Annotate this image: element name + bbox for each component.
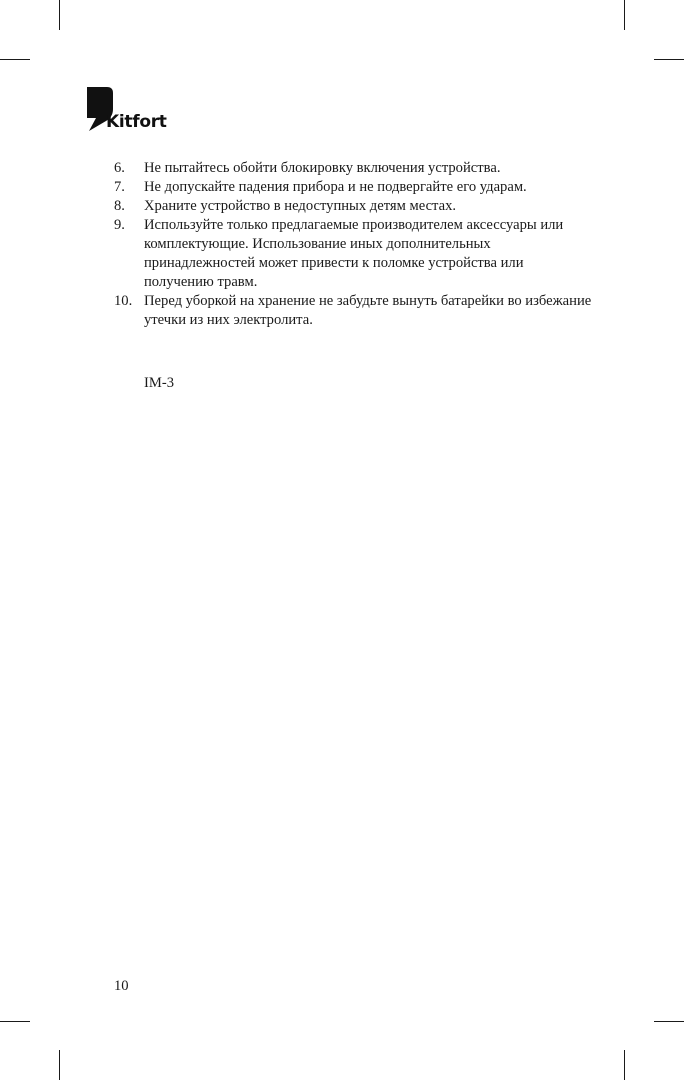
crop-mark-top-left-h xyxy=(0,59,30,60)
list-item xyxy=(114,197,594,216)
crop-mark-top-left xyxy=(59,0,60,30)
list-item-text: Используйте только предлагаемые производителем аксессуары или комплектующие. Использование иных дополнительных принадлежностей может привести к поломке устройства или получению травм. xyxy=(144,217,564,290)
crop-mark-bottom-left xyxy=(59,1050,60,1080)
brand-logo xyxy=(87,87,187,135)
list-item xyxy=(114,216,594,292)
crop-mark-bottom-left-h xyxy=(0,1021,30,1022)
list-item-text: Не пытайтесь обойти блокировку включения устройства. xyxy=(144,160,501,176)
crop-mark-bottom-right xyxy=(624,1050,625,1080)
list-item-number: 8. xyxy=(114,198,125,214)
list-item xyxy=(114,292,594,330)
list-item-number: 7. xyxy=(114,179,125,195)
list-item-text: Храните устройство в недоступных детям местах. xyxy=(144,198,457,214)
list-item-number: 6. xyxy=(114,160,125,176)
list-item xyxy=(114,159,594,178)
crop-mark-top-right xyxy=(624,0,625,30)
list-item-number: 10. xyxy=(114,293,133,309)
list-item-number: 9. xyxy=(114,217,125,233)
list-item xyxy=(114,178,594,197)
model-code: IM-3 xyxy=(144,375,174,391)
brand-logo-text: Kitfort xyxy=(106,112,167,132)
list-item-text: Перед уборкой на хранение не забудьте вынуть батарейки во избежание утечки из них электролита. xyxy=(144,293,592,328)
page-number: 10 xyxy=(114,978,129,994)
list-item-text: Не допускайте падения прибора и не подвергайте его ударам. xyxy=(144,179,527,195)
safety-instructions-list xyxy=(114,159,594,330)
crop-mark-top-right-h xyxy=(654,59,684,60)
crop-mark-bottom-right-h xyxy=(654,1021,684,1022)
